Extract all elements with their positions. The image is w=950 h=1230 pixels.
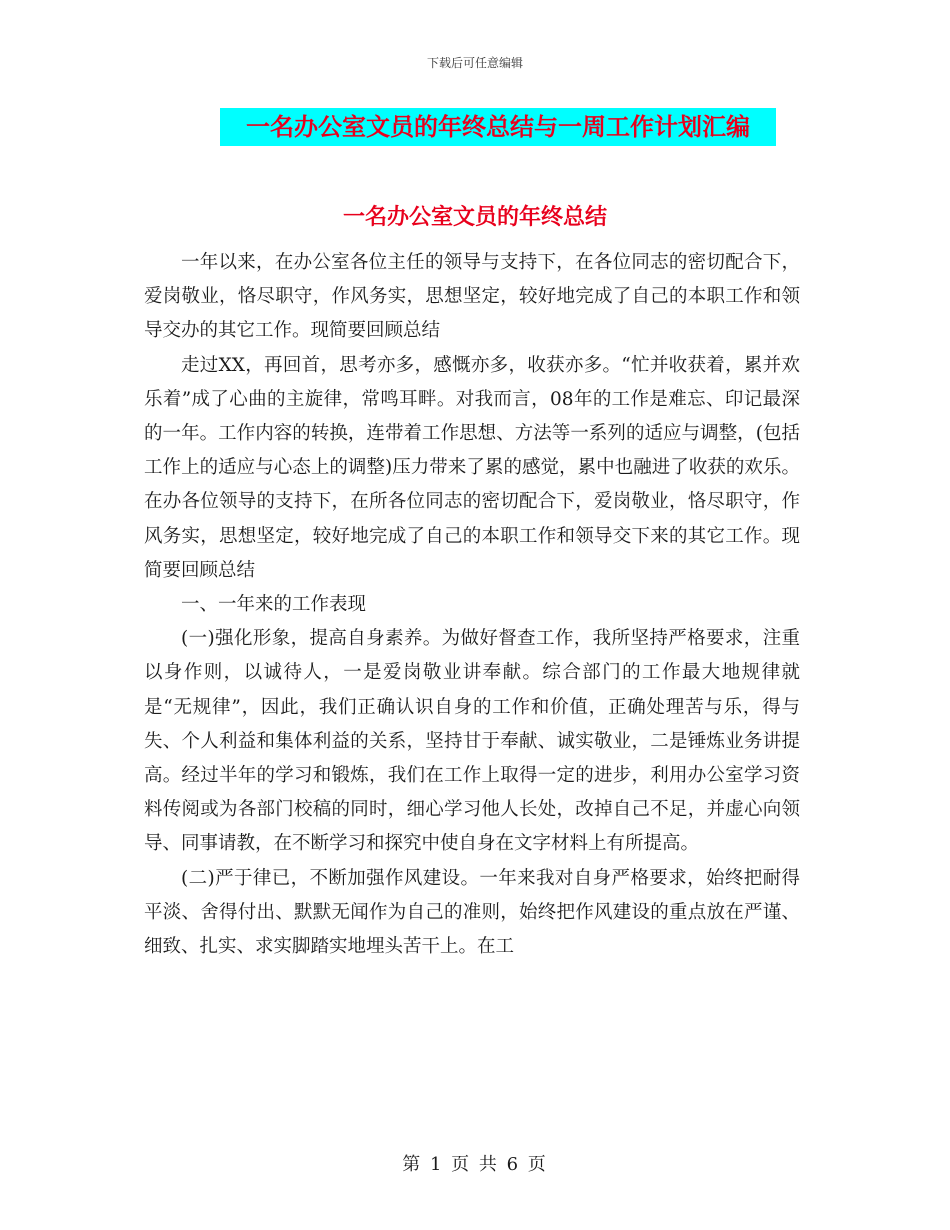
document-title: 一名办公室文员的年终总结与一周工作计划汇编 bbox=[246, 112, 750, 141]
paragraph: (二)严于律已，不断加强作风建设。一年来我对自身严格要求，始终把耐得平淡、舍得付出、默默无闻作为自己的准则，始终把作风建设的重点放在严谨、细致、扎实、求实脚踏实地埋头苦干上。在工 bbox=[144, 867, 800, 958]
paragraph: (一)强化形象，提高自身素养。为做好督查工作，我所坚持严格要求，注重以身作则，以诚待人，一是爱岗敬业讲奉献。综合部门的工作最大地规律就是“无规律”，因此，我们正确认识自身的工作和价值，正确处理苦与乐，得与失、个人利益和集体利益的关系，坚持甘于奉献、诚实敬业，二是锤炼业务讲提高。经过半年的学习和锻炼，我们在工作上取得一定的进步，利用办公室学习资料传阅或为各部门校稿的同时，细心学习他人长处，改掉自己不足，并虚心向领导、同事请教，在不断学习和探究中使自身在文字材料上有所提高。 bbox=[144, 628, 800, 855]
header-note: 下载后可任意编辑 bbox=[426, 56, 523, 70]
paragraph: 一年以来，在办公室各位主任的领导与支持下，在各位同志的密切配合下，爱岗敬业，恪尽职守，作风务实，思想坚定，较好地完成了自己的本职工作和领导交办的其它工作。现简要回顾总结 bbox=[144, 252, 800, 342]
page-footer: 第 1 页 共 6 页 bbox=[402, 1154, 548, 1175]
document-body bbox=[144, 246, 800, 964]
section-title: 一名办公室文员的年终总结 bbox=[342, 204, 607, 230]
paragraph: 走过XX，再回首，思考亦多，感慨亦多，收获亦多。“忙并收获着，累并欢乐着”成了心曲的主旋律，常鸣耳畔。对我而言，08年的工作是难忘、印记最深的一年。工作内容的转换，连带着工作思想、方法等一系列的适应与调整，(包括工作上的适应与心态上的调整)压力带来了累的感觉，累中也融进了收获的欢乐。在办各位领导的支持下，在所各位同志的密切配合下，爱岗敬业，恪尽职守，作风务实，思想坚定，较好地完成了自己的本职工作和领导交下来的其它工作。现简要回顾总结 bbox=[144, 354, 800, 581]
paragraph: 一、一年来的工作表现 bbox=[181, 594, 367, 616]
document-title-highlight bbox=[220, 108, 776, 146]
